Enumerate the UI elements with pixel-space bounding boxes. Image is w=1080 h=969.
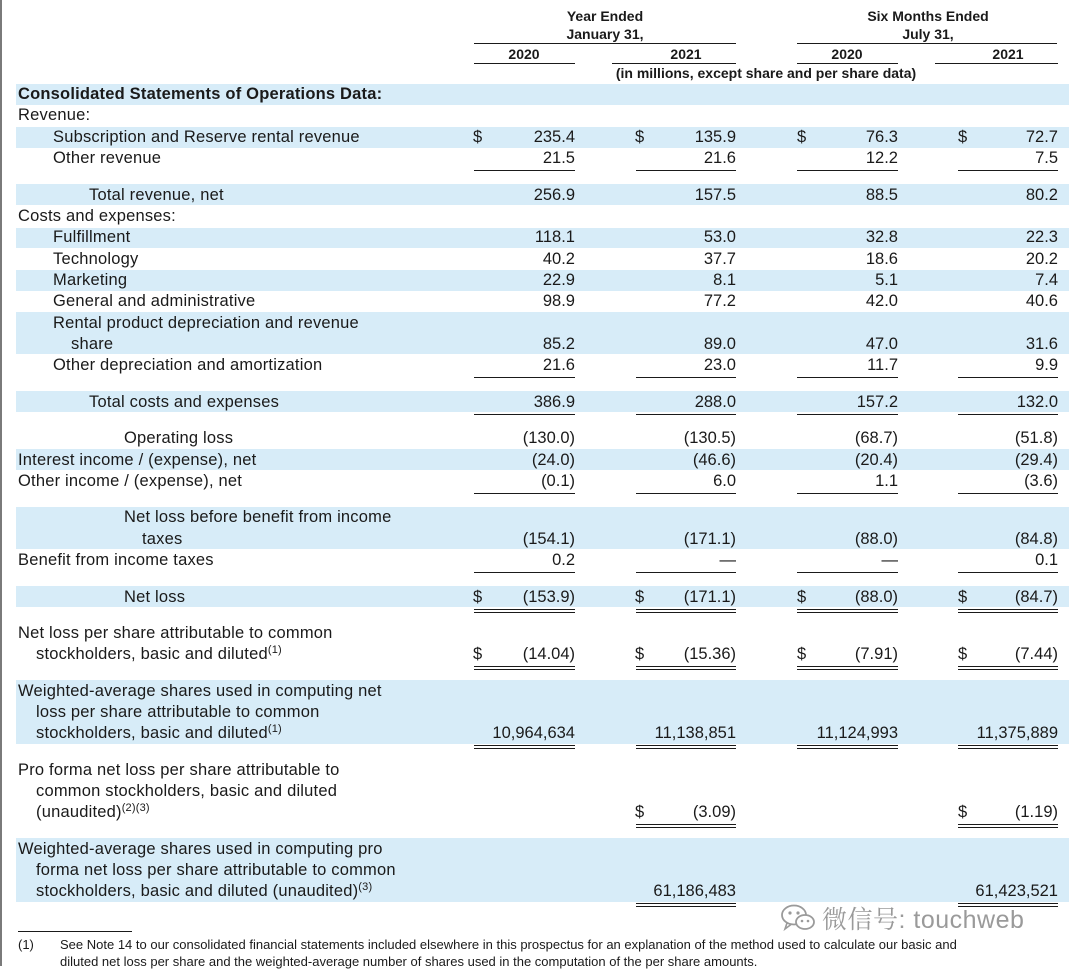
underline-pfw-2-b	[636, 906, 736, 907]
cell-total-revenue-3: 88.5	[865, 186, 898, 204]
underline-benefit-4	[958, 572, 1058, 573]
underline-other-dep-4	[958, 377, 1058, 378]
label-operating-loss: Operating loss	[124, 429, 234, 447]
underline-pfw-2	[636, 903, 736, 904]
underline-total-costs-1	[474, 414, 575, 415]
cell-pf-2: (3.09)	[692, 803, 736, 821]
cell-other-income-4: (3.6)	[1024, 472, 1058, 490]
underline-total-costs-2	[636, 414, 736, 415]
footnote-ref: (1)	[267, 723, 282, 735]
label-subscription: Subscription and Reserve rental revenue	[53, 128, 360, 146]
underline-benefit-2	[636, 572, 736, 573]
cell-marketing-4: 7.4	[1035, 271, 1058, 289]
currency-symbol: $	[473, 128, 483, 146]
cell-technology-3: 18.6	[865, 250, 898, 268]
footnote-marker: (1)	[18, 937, 34, 952]
cell-operating-loss-1: (130.0)	[522, 429, 575, 447]
cell-other-income-1: (0.1)	[541, 472, 575, 490]
label-other-dep: Other depreciation and amortization	[53, 356, 323, 374]
cell-operating-loss-3: (68.7)	[854, 429, 898, 447]
underline-nlps-2-b	[636, 669, 736, 670]
label-pfw-1: Weighted-average shares used in computing pro	[18, 840, 383, 858]
cell-gna-2: 77.2	[703, 292, 736, 310]
header-rule-six	[797, 43, 1057, 44]
label-costs: Costs and expenses:	[18, 207, 176, 225]
underline-was-4-b	[958, 748, 1058, 749]
underline-was-1-b	[474, 748, 575, 749]
label-pf-3: (unaudited)$^{(2)(3)}$	[36, 802, 150, 821]
cell-other-revenue-3: 12.2	[865, 149, 898, 167]
underline-other-income-1	[474, 493, 575, 494]
cell-fulfillment-1: 118.1	[534, 228, 575, 246]
cell-technology-1: 40.2	[542, 250, 575, 268]
label-pf-2: common stockholders, basic and diluted	[36, 782, 338, 800]
header-col-4: 2021	[992, 46, 1024, 62]
underline-pf-4	[958, 824, 1058, 825]
cell-rental-dep-4: 31.6	[1025, 335, 1058, 353]
underline-was-4	[958, 745, 1058, 746]
cell-gna-4: 40.6	[1025, 292, 1058, 310]
underline-other-income-3	[797, 493, 898, 494]
underline-net-loss-3-b	[797, 612, 898, 613]
underline-was-2-b	[636, 748, 736, 749]
label-nlps-2: stockholders, basic and diluted$^{(1)}$	[36, 644, 282, 663]
cell-subscription-2: 135.9	[694, 128, 736, 146]
footnote-line-1: See Note 14 to our consolidated financial statements included elsewhere in this prospectus for an explanation of the method used to calculate our basic and	[60, 937, 957, 952]
cell-net-loss-4: (84.7)	[1014, 588, 1058, 606]
header-rule-c4	[935, 63, 1058, 64]
underline-net-loss-4	[958, 609, 1058, 610]
cell-nlbb-3: (88.0)	[854, 530, 898, 548]
footnote-ref: (1)	[267, 644, 282, 656]
header-year-ended: Year Ended	[566, 8, 644, 24]
underline-net-loss-2	[636, 609, 736, 610]
header-rule-c1	[474, 63, 575, 64]
label-pfw-3: stockholders, basic and diluted (unaudited)$^{(3)}$	[36, 881, 373, 900]
header-six-months-ended: Six Months Ended	[867, 8, 989, 24]
label-other-income: Other income / (expense), net	[18, 472, 243, 490]
left-border	[0, 0, 2, 966]
label-fulfillment: Fulfillment	[53, 228, 131, 246]
underline-other-dep-1	[474, 377, 575, 378]
cell-other-dep-4: 9.9	[1035, 356, 1058, 374]
underline-other-income-2	[636, 493, 736, 494]
footnote-rule	[18, 931, 132, 932]
underline-other-dep-3	[797, 377, 898, 378]
section-title: Consolidated Statements of Operations Data:	[18, 85, 383, 103]
underline-other-dep-2	[636, 377, 736, 378]
currency-symbol: $	[958, 803, 968, 821]
label-nlbb-2: taxes	[142, 530, 183, 548]
footnote-ref: (2)(3)	[121, 802, 150, 814]
cell-technology-4: 20.2	[1025, 250, 1058, 268]
underline-other-revenue-3	[797, 170, 898, 171]
header-col-3: 2020	[831, 46, 863, 62]
cell-was-1: 10,964,634	[492, 724, 575, 742]
label-revenue: Revenue:	[18, 106, 91, 124]
underline-other-income-4	[958, 493, 1058, 494]
cell-subscription-4: 72.7	[1025, 128, 1058, 146]
label-total-costs: Total costs and expenses	[89, 393, 280, 411]
underline-nlps-4	[958, 666, 1058, 667]
cell-other-dep-1: 21.6	[542, 356, 575, 374]
label-interest: Interest income / (expense), net	[18, 451, 257, 469]
underline-total-costs-4	[958, 414, 1058, 415]
cell-pf-4: (1.19)	[1014, 803, 1058, 821]
cell-net-loss-1: (153.9)	[522, 588, 575, 606]
label-nlps-1: Net loss per share attributable to common	[18, 624, 333, 642]
cell-net-loss-3: (88.0)	[854, 588, 898, 606]
underline-total-costs-3	[797, 414, 898, 415]
watermark	[780, 898, 1024, 938]
cell-other-revenue-4: 7.5	[1035, 149, 1058, 167]
underline-nlps-3	[797, 666, 898, 667]
label-total-revenue: Total revenue, net	[89, 186, 224, 204]
cell-operating-loss-2: (130.5)	[683, 429, 736, 447]
cell-total-costs-4: 132.0	[1016, 393, 1058, 411]
label-rental-dep-1: Rental product depreciation and revenue	[53, 314, 359, 332]
currency-symbol: $	[797, 128, 807, 146]
underline-net-loss-1-b	[474, 612, 575, 613]
label-was-2: loss per share attributable to common	[36, 703, 320, 721]
underline-was-3-b	[797, 748, 898, 749]
label-gna: General and administrative	[53, 292, 256, 310]
footnote-ref: (3)	[358, 881, 373, 893]
wechat-icon	[780, 903, 816, 933]
currency-symbol: $	[958, 128, 968, 146]
currency-symbol: $	[797, 588, 807, 606]
cell-marketing-3: 5.1	[875, 271, 898, 289]
label-benefit: Benefit from income taxes	[18, 551, 214, 569]
cell-other-revenue-1: 21.5	[542, 149, 575, 167]
underline-nlps-1-b	[474, 669, 575, 670]
cell-benefit-1: 0.2	[552, 551, 575, 569]
currency-symbol: $	[635, 128, 645, 146]
label-pfw-2: forma net loss per share attributable to common	[36, 861, 396, 879]
underline-nlps-4-b	[958, 669, 1058, 670]
cell-rental-dep-3: 47.0	[865, 335, 898, 353]
header-col-2: 2021	[670, 46, 702, 62]
cell-nlps-1: (14.04)	[522, 645, 575, 663]
cell-interest-4: (29.4)	[1014, 451, 1058, 469]
cell-total-revenue-2: 157.5	[694, 186, 736, 204]
units-note: (in millions, except share and per share data)	[615, 65, 917, 81]
underline-pf-2-b	[636, 827, 736, 828]
cell-total-costs-1: 386.9	[533, 393, 575, 411]
underline-pf-4-b	[958, 827, 1058, 828]
cell-other-revenue-2: 21.6	[703, 149, 736, 167]
cell-was-2: 11,138,851	[654, 724, 736, 742]
cell-net-loss-2: (171.1)	[683, 588, 736, 606]
underline-pf-2	[636, 824, 736, 825]
label-technology: Technology	[53, 250, 139, 268]
underline-nlps-3-b	[797, 669, 898, 670]
cell-marketing-1: 22.9	[542, 271, 575, 289]
cell-benefit-3: —	[881, 551, 898, 569]
label-pf-1: Pro forma net loss per share attributable to	[18, 761, 340, 779]
underline-net-loss-2-b	[636, 612, 736, 613]
watermark-text: 微信号: touchweb	[822, 906, 1025, 934]
label-was-3: stockholders, basic and diluted$^{(1)}$	[36, 723, 282, 742]
cell-interest-3: (20.4)	[854, 451, 898, 469]
cell-fulfillment-3: 32.8	[865, 228, 898, 246]
cell-nlbb-4: (84.8)	[1014, 530, 1058, 548]
header-rule-c2	[612, 63, 736, 64]
cell-other-income-3: 1.1	[875, 472, 898, 490]
underline-was-3	[797, 745, 898, 746]
cell-benefit-4: 0.1	[1035, 551, 1058, 569]
underline-net-loss-4-b	[958, 612, 1058, 613]
cell-gna-1: 98.9	[542, 292, 575, 310]
cell-rental-dep-2: 89.0	[703, 335, 736, 353]
underline-other-revenue-2	[636, 170, 736, 171]
underline-benefit-3	[797, 572, 898, 573]
label-other-revenue: Other revenue	[53, 149, 162, 167]
cell-nlps-2: (15.36)	[683, 645, 736, 663]
cell-subscription-3: 76.3	[865, 128, 898, 146]
currency-symbol: $	[958, 588, 968, 606]
cell-gna-3: 42.0	[865, 292, 898, 310]
cell-pfw-4: 61,423,521	[975, 882, 1058, 900]
cell-other-dep-3: 11.7	[867, 356, 898, 374]
cell-marketing-2: 8.1	[713, 271, 736, 289]
underline-net-loss-3	[797, 609, 898, 610]
cell-total-revenue-1: 256.9	[533, 186, 575, 204]
cell-was-3: 11,124,993	[816, 724, 898, 742]
currency-symbol: $	[473, 588, 483, 606]
label-nlbb-1: Net loss before benefit from income	[124, 508, 392, 526]
cell-nlbb-2: (171.1)	[683, 530, 736, 548]
underline-other-revenue-4	[958, 170, 1058, 171]
label-was-1: Weighted-average shares used in computing net	[18, 682, 382, 700]
header-six-months-date: July 31,	[902, 26, 954, 42]
cell-other-dep-2: 23.0	[703, 356, 736, 374]
header-rule-c3	[797, 63, 898, 64]
cell-benefit-2: —	[719, 551, 736, 569]
currency-symbol: $	[797, 645, 807, 663]
cell-operating-loss-4: (51.8)	[1014, 429, 1058, 447]
label-net-loss: Net loss	[124, 588, 186, 606]
currency-symbol: $	[635, 645, 645, 663]
header-year-ended-date: January 31,	[566, 26, 644, 42]
cell-other-income-2: 6.0	[713, 472, 736, 490]
underline-benefit-1	[474, 572, 575, 573]
header-col-1: 2020	[508, 46, 540, 62]
header-rule-year	[474, 43, 736, 44]
cell-nlbb-1: (154.1)	[522, 530, 575, 548]
label-rental-dep-2: share	[71, 335, 114, 353]
cell-interest-2: (46.6)	[692, 451, 736, 469]
cell-nlps-3: (7.91)	[854, 645, 898, 663]
currency-symbol: $	[473, 645, 483, 663]
cell-pfw-2: 61,186,483	[653, 882, 736, 900]
cell-fulfillment-4: 22.3	[1025, 228, 1058, 246]
cell-rental-dep-1: 85.2	[542, 335, 575, 353]
cell-technology-2: 37.7	[703, 250, 736, 268]
cell-total-revenue-4: 80.2	[1025, 186, 1058, 204]
cell-subscription-1: 235.4	[533, 128, 575, 146]
footnote-line-2: diluted net loss per share and the weighted-average number of shares used in the computation of the per share amounts.	[60, 954, 758, 969]
cell-total-costs-2: 288.0	[694, 393, 736, 411]
underline-was-1	[474, 745, 575, 746]
underline-net-loss-1	[474, 609, 575, 610]
cell-total-costs-3: 157.2	[856, 393, 898, 411]
underline-was-2	[636, 745, 736, 746]
currency-symbol: $	[635, 588, 645, 606]
label-marketing: Marketing	[53, 271, 128, 289]
underline-nlps-1	[474, 666, 575, 667]
cell-was-4: 11,375,889	[976, 724, 1058, 742]
cell-nlps-4: (7.44)	[1014, 645, 1058, 663]
underline-other-revenue-1	[474, 170, 575, 171]
currency-symbol: $	[958, 645, 968, 663]
underline-nlps-2	[636, 666, 736, 667]
cell-fulfillment-2: 53.0	[703, 228, 736, 246]
currency-symbol: $	[635, 803, 645, 821]
cell-interest-1: (24.0)	[531, 451, 575, 469]
